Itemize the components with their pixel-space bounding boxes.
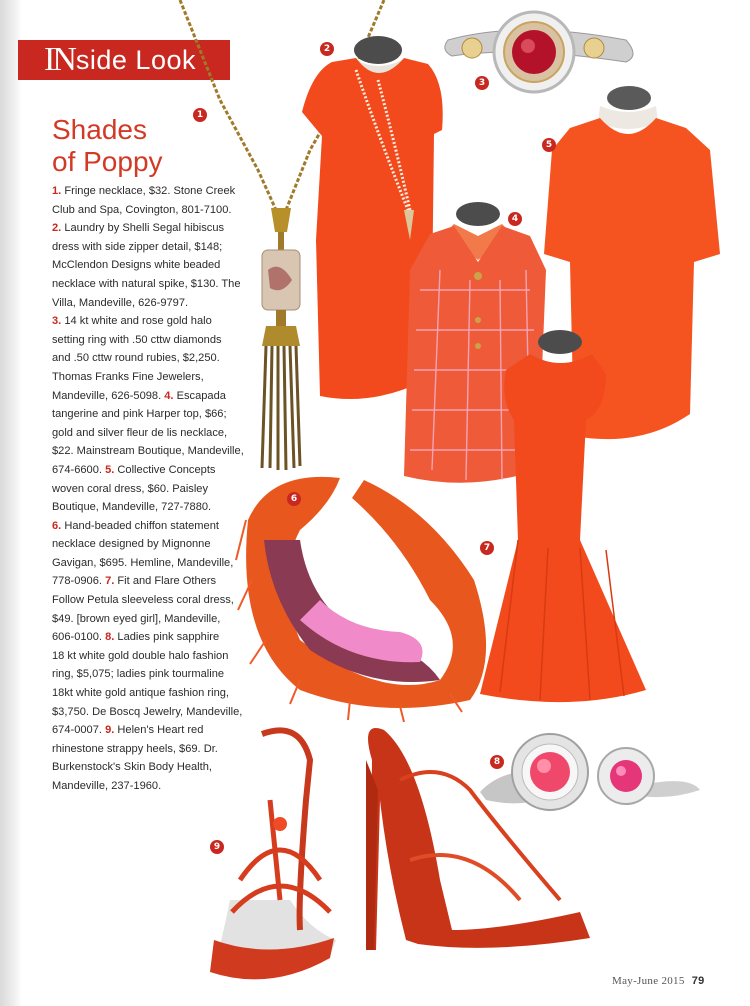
item-number: 8.	[105, 631, 115, 644]
banner-initial: IN	[44, 41, 74, 78]
marker-3: 3	[475, 76, 489, 90]
credit-text: Mandeville, 237-1960.	[52, 780, 162, 792]
credit-text: Fringe necklace, $32. Stone Creek	[61, 185, 236, 197]
credit-text: and .50 cttw round rubies, $2,250.	[52, 352, 220, 365]
credit-text: $49. [brown eyed girl], Mandeville,	[52, 612, 221, 625]
chiffon-necklace-photo	[236, 477, 486, 722]
credit-text: Laundry by Shelli Segal hibiscus	[61, 222, 225, 235]
item-number: 4.	[164, 389, 174, 402]
credit-text: tangerine and pink Harper top, $66;	[52, 408, 227, 421]
item-number: 6.	[52, 519, 62, 532]
marker-4: 4	[508, 212, 522, 226]
credit-text: Fit and Flare Others	[114, 575, 217, 588]
item-number: 3.	[52, 315, 62, 328]
credit-text: Collective Concepts	[114, 463, 216, 476]
credit-text: Thomas Franks Fine Jewelers,	[52, 370, 204, 383]
credit-text: rhinestone strappy heels, $69. Dr.	[52, 742, 218, 755]
marker-8: 8	[490, 755, 504, 769]
credit-text: 674-0007.	[52, 724, 106, 737]
marker-6: 6	[287, 492, 301, 506]
credit-text: 674-6600.	[52, 463, 106, 476]
credit-text: necklace designed by Mignonne	[52, 538, 211, 551]
credit-text: Boutique, Mandeville, 727-7880.	[52, 501, 212, 514]
credit-text: 18 kt white gold double halo fashion	[52, 649, 229, 662]
credit-text: 778-0906.	[52, 575, 106, 588]
credit-text: woven coral dress, $60. Paisley	[52, 482, 209, 495]
credit-text: $3,750. De Boscq Jewelry, Mandeville,	[52, 705, 243, 718]
credit-text: Helen's Heart red	[114, 724, 204, 737]
credit-text: Burkenstock's Skin Body Health,	[52, 761, 212, 774]
page-number: 79	[691, 975, 705, 987]
page-footer	[612, 975, 705, 987]
marker-7: 7	[480, 541, 494, 555]
credit-text: Follow Petula sleeveless coral dress,	[52, 594, 234, 607]
item-number: 1.	[52, 185, 62, 197]
credit-text: Ladies pink sapphire	[114, 631, 220, 644]
marker-2: 2	[320, 42, 334, 56]
marker-9: 9	[210, 840, 224, 854]
item-number: 5.	[105, 463, 115, 476]
item-number: 7.	[105, 575, 115, 588]
pink-sapphire-rings-photo	[480, 734, 700, 810]
credit-text: Gavigan, $695. Hemline, Mandeville,	[52, 556, 234, 569]
credit-text: McClendon Designs white beaded	[52, 259, 221, 272]
credit-text: ring, $5,075; ladies pink tourmaline	[52, 668, 225, 681]
marker-1: 1	[193, 108, 207, 122]
issue-date: May-June 2015	[612, 975, 685, 987]
credit-text: Hand-beaded chiffon statement	[61, 519, 219, 532]
credit-text: Club and Spa, Covington, 801-7100.	[52, 203, 232, 216]
credit-text: setting ring with .50 cttw diamonds	[52, 333, 222, 346]
credit-text: 606-0100.	[52, 631, 106, 644]
credit-text: necklace with natural spike, $130. The	[52, 277, 241, 290]
item-number: 2.	[52, 222, 62, 235]
item-number: 9.	[105, 724, 115, 737]
credit-text: 14 kt white and rose gold halo	[61, 315, 212, 328]
credit-text: gold and silver fleur de lis necklace,	[52, 426, 228, 439]
credit-text: dress with side zipper detail, $148;	[52, 240, 223, 253]
credit-text: $22. Mainstream Boutique, Mandeville,	[52, 445, 244, 458]
credit-text: Escapada	[173, 389, 226, 402]
title-line-2: of Poppy	[52, 146, 163, 177]
credit-text: 18kt white gold antique fashion ring,	[52, 687, 230, 700]
marker-5: 5	[542, 138, 556, 152]
banner-label: side Look	[75, 44, 196, 75]
credit-text: Mandeville, 626-5098.	[52, 389, 165, 402]
credit-text: Villa, Mandeville, 626-9797.	[52, 296, 189, 309]
ruby-halo-ring-photo	[445, 12, 633, 92]
title-line-1: Shades	[52, 114, 147, 145]
